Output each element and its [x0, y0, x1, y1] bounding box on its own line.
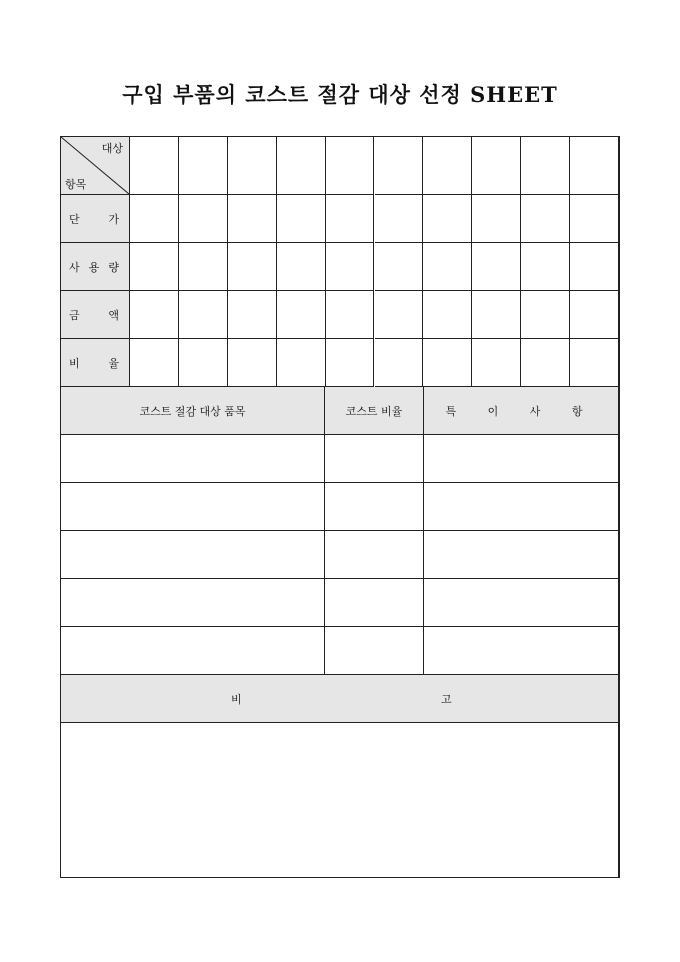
- target-header-cell[interactable]: [472, 137, 521, 195]
- target-item-input[interactable]: [61, 483, 325, 531]
- target-header-cell[interactable]: [375, 137, 424, 195]
- value-cell[interactable]: [472, 243, 521, 291]
- value-cell[interactable]: [521, 339, 570, 387]
- remarks-header: [61, 675, 619, 723]
- remarks-label-left: 비: [231, 693, 242, 706]
- note-input[interactable]: [424, 627, 619, 675]
- cost-ratio-input[interactable]: [325, 579, 424, 627]
- value-cell[interactable]: [228, 243, 277, 291]
- corner-label-target: 대상: [101, 142, 123, 155]
- value-cell[interactable]: [130, 243, 179, 291]
- row-label-char: 율: [108, 356, 119, 370]
- row-label-char: 사: [69, 260, 80, 274]
- value-cell[interactable]: [423, 195, 472, 243]
- value-cell[interactable]: [375, 339, 424, 387]
- value-cell[interactable]: [277, 339, 326, 387]
- value-cell[interactable]: [277, 291, 326, 339]
- remarks-body[interactable]: [61, 723, 619, 877]
- target-item-input[interactable]: [61, 579, 325, 627]
- value-cell[interactable]: [228, 291, 277, 339]
- cost-ratio-input[interactable]: [325, 627, 424, 675]
- target-header-cell[interactable]: [179, 137, 228, 195]
- value-cell[interactable]: [326, 195, 375, 243]
- section-header-label: 코스트 절감 대상 품목: [139, 404, 246, 418]
- value-cell[interactable]: [570, 291, 619, 339]
- value-cell[interactable]: [277, 195, 326, 243]
- target-header-cell[interactable]: [277, 137, 326, 195]
- target-header-cell[interactable]: [326, 137, 375, 195]
- row-label-char: 비: [69, 356, 80, 370]
- target-item-input[interactable]: [61, 435, 325, 483]
- value-cell[interactable]: [570, 243, 619, 291]
- row-label-char: 량: [108, 260, 119, 274]
- value-cell[interactable]: [130, 195, 179, 243]
- target-header-cell[interactable]: [130, 137, 179, 195]
- row-label-cell: [61, 291, 130, 339]
- value-cell[interactable]: [472, 291, 521, 339]
- value-cell[interactable]: [130, 339, 179, 387]
- target-item-input[interactable]: [61, 627, 325, 675]
- section-header-label: 코스트 비율: [345, 404, 403, 418]
- value-cell[interactable]: [423, 291, 472, 339]
- row-label-cell: [61, 243, 130, 291]
- cost-ratio-input[interactable]: [325, 435, 424, 483]
- value-cell[interactable]: [570, 195, 619, 243]
- value-cell[interactable]: [472, 195, 521, 243]
- row-label-char: 단: [69, 212, 80, 226]
- value-cell[interactable]: [130, 291, 179, 339]
- corner-label-item: 항목: [65, 178, 87, 191]
- value-cell[interactable]: [326, 291, 375, 339]
- value-cell[interactable]: [375, 243, 424, 291]
- row-label-char: 액: [108, 308, 119, 322]
- cost-ratio-input[interactable]: [325, 483, 424, 531]
- row-label-cell: [61, 195, 130, 243]
- section-header-cell: [325, 387, 424, 435]
- target-header-cell[interactable]: [521, 137, 570, 195]
- target-header-cell[interactable]: [228, 137, 277, 195]
- value-cell[interactable]: [521, 243, 570, 291]
- row-label-char: 금: [69, 308, 80, 322]
- remarks-label-right: 고: [441, 693, 452, 706]
- target-item-input[interactable]: [61, 531, 325, 579]
- value-cell[interactable]: [472, 339, 521, 387]
- row-label-cell: [61, 339, 130, 387]
- note-input[interactable]: [424, 531, 619, 579]
- corner-diagonal-cell: [61, 137, 130, 195]
- value-cell[interactable]: [375, 291, 424, 339]
- value-cell[interactable]: [375, 195, 424, 243]
- selection-sheet: [60, 136, 620, 878]
- value-cell[interactable]: [521, 195, 570, 243]
- value-cell[interactable]: [179, 291, 228, 339]
- value-cell[interactable]: [179, 339, 228, 387]
- row-label-char: 가: [108, 212, 119, 226]
- value-cell[interactable]: [570, 339, 619, 387]
- note-input[interactable]: [424, 435, 619, 483]
- cost-ratio-input[interactable]: [325, 531, 424, 579]
- section-header-cell: [61, 387, 325, 435]
- note-input[interactable]: [424, 483, 619, 531]
- section-header-label: 특 이 사 항: [445, 404, 597, 418]
- target-header-cell[interactable]: [570, 137, 619, 195]
- value-cell[interactable]: [228, 195, 277, 243]
- section-header-cell: [424, 387, 619, 435]
- row-label-char: 용: [88, 260, 100, 274]
- value-cell[interactable]: [326, 339, 375, 387]
- value-cell[interactable]: [521, 291, 570, 339]
- value-cell[interactable]: [423, 339, 472, 387]
- value-cell[interactable]: [179, 195, 228, 243]
- page-title: 구입 부품의 코스트 절감 대상 선정 SHEET: [122, 82, 558, 107]
- value-cell[interactable]: [277, 243, 326, 291]
- value-cell[interactable]: [326, 243, 375, 291]
- value-cell[interactable]: [228, 339, 277, 387]
- value-cell[interactable]: [179, 243, 228, 291]
- value-cell[interactable]: [423, 243, 472, 291]
- target-header-cell[interactable]: [423, 137, 472, 195]
- note-input[interactable]: [424, 579, 619, 627]
